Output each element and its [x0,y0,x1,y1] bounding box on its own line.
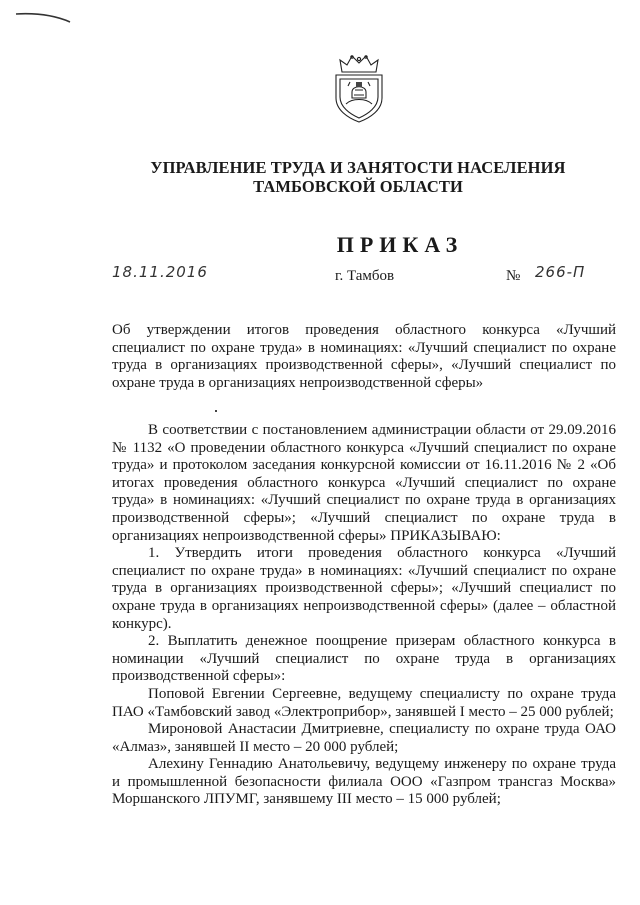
order-title: ПРИКАЗ [336,232,464,257]
body-paragraph-winner-3: Алехину Геннадию Анатольевичу, ведущему инженеру по охране труда и промышленной безопасности филиала ООО «Газпром трансгаз Москва» Моршанского ЛПУМГ, занявшему III место – 15 000 рублей; [112,756,616,808]
order-number-label: № [506,268,521,284]
scan-mark-icon [14,10,72,24]
tambov-coat-of-arms-icon [330,52,388,124]
scan-speck [215,410,217,412]
body-paragraph-preamble: В соответствии с постановлением администрации области от 29.09.2016 № 1132 «О проведении областного конкурса «Лучший специалист по охране труда» и протоколом заседания конкурсной комиссии от 16.11.2016 № 2 «Об итогах проведения областного конкурса «Лучший специалист по охране труда» в номинациях: «Лучший специалист по охране труда в организациях производственной сферы»; «Лучший специалист по охране труда в организациях непроизводственной сферы» ПРИКАЗЫВАЮ: [112,422,616,544]
order-date: 18.11.2016 [112,263,208,281]
organization-name-line2: ТАМБОВСКОЙ ОБЛАСТИ [253,177,463,196]
body-paragraph-item-1: 1. Утвердить итоги проведения областного конкурса «Лучший специалист по охране труда» в номинациях: «Лучший специалист по охране труда в организациях производственной сферы»; «Лучший специалист по охране труда в организациях непроизводственной сферы» (далее – областной конкурс). [112,545,616,632]
order-city: г. Тамбов [335,268,395,284]
body-paragraph-winner-1: Поповой Евгении Сергеевне, ведущему специалисту по охране труда ПАО «Тамбовский завод «Электроприбор», занявшей I место – 25 000 рублей; [112,685,616,720]
order-subject: Об утверждении итогов проведения областного конкурса «Лучший специалист по охране труда» в номинациях: «Лучший специалист по охране труда в организациях производственной сферы», «Лучший специалист по охране труда в организациях непроизводственной сферы» [112,322,616,391]
order-body [112,422,616,809]
body-paragraph-item-2: 2. Выплатить денежное поощрение призерам областного конкурса в номинации «Лучший специалист по охране труда в организациях производственной сферы»: [112,633,616,685]
organization-name-line1: УПРАВЛЕНИЕ ТРУДА И ЗАНЯТОСТИ НАСЕЛЕНИЯ [150,158,566,177]
order-number: 266-П [535,263,586,281]
body-paragraph-winner-2: Мироновой Анастасии Дмитриевне, специалисту по охране труда ОАО «Алмаз», занявшей II место – 20 000 рублей; [112,721,616,755]
